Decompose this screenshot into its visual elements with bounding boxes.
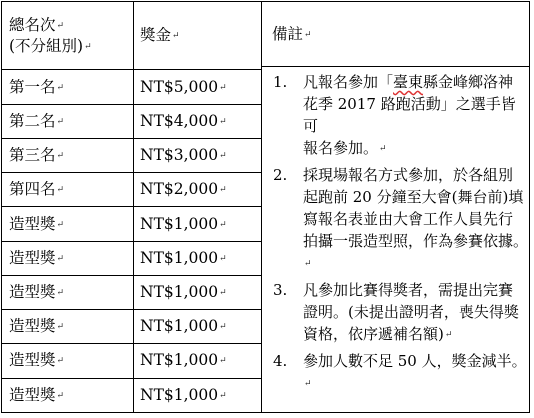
paragraph-mark-icon: ↵ — [219, 82, 227, 93]
prize-value: NT$1,000 — [140, 385, 219, 404]
header-rank-line2: (不分組別) — [9, 36, 84, 55]
remark-line: 寫報名表並由大會工作人員先行 — [303, 210, 514, 228]
prize-table — [1, 1, 530, 413]
prize-value: NT$1,000 — [140, 351, 219, 370]
rank-label: 造型獎 — [9, 317, 56, 336]
rank-label: 第一名 — [9, 77, 56, 96]
paragraph-mark-icon: ↵ — [219, 356, 227, 367]
rank-label: 第二名 — [9, 111, 56, 130]
paragraph-mark-icon: ↵ — [219, 253, 227, 264]
prize-value: NT$1,000 — [140, 283, 219, 301]
header-rank-cell — [2, 2, 134, 70]
rank-label: 第四名 — [9, 180, 56, 199]
prize-value: NT$5,000 — [140, 77, 219, 96]
paragraph-mark-icon: ↵ — [219, 185, 227, 196]
paragraph-mark-icon: ↵ — [304, 259, 312, 269]
rank-label: 第三名 — [9, 146, 56, 165]
rank-label: 造型獎 — [9, 248, 56, 267]
remark-line: 拍攝一張造型照，作為參賽依據。 — [303, 232, 529, 250]
paragraph-mark-icon: ↵ — [56, 356, 65, 367]
paragraph-mark-icon: ↵ — [56, 219, 65, 230]
paragraph-mark-icon: ↵ — [304, 379, 312, 389]
remark-number: 3. — [273, 281, 288, 299]
paragraph-mark-icon: ↵ — [84, 41, 92, 52]
remark-number: 2. — [273, 166, 288, 184]
paragraph-mark-icon: ↵ — [56, 288, 65, 298]
paragraph-mark-icon: ↵ — [219, 116, 227, 127]
prize-value: NT$1,000 — [140, 214, 219, 233]
header-prize: 獎金 — [140, 26, 172, 45]
remark-line: 報名參加。 — [303, 139, 379, 157]
remark-item — [273, 164, 530, 275]
prize-value: NT$2,000 — [140, 180, 219, 199]
paragraph-mark-icon: ↵ — [304, 29, 312, 40]
paragraph-mark-icon: ↵ — [219, 322, 227, 333]
paragraph-mark-icon: ↵ — [56, 390, 65, 401]
remarks-cell — [262, 2, 530, 413]
paragraph-mark-icon: ↵ — [444, 330, 453, 340]
rank-label: 造型獎 — [9, 283, 56, 301]
remark-line: 花季 2017 路跑活動」之選手皆可 — [303, 95, 516, 135]
remark-line: 參加人數不足 50 人，獎金減半。 — [303, 352, 527, 370]
remark-line: 證明。(未提出證明者，喪失得獎 — [303, 303, 519, 321]
remark-item — [273, 350, 530, 395]
rank-label: 造型獎 — [9, 214, 56, 233]
paragraph-mark-icon: ↵ — [219, 151, 227, 162]
remark-line: 凡參加比賽得獎者，需提出完賽 — [303, 281, 514, 299]
header-rank-line1: 總名次 — [9, 15, 56, 34]
prize-value: NT$3,000 — [140, 146, 219, 165]
remark-item: 1. 凡報名參加「臺東縣金峰鄉洛神 花季 2017 路跑活動」之選手皆可 報名參加。↵ — [273, 71, 530, 160]
header-remarks: 備註 — [272, 24, 304, 43]
rank-label: 造型獎 — [9, 385, 56, 404]
paragraph-mark-icon: ↵ — [56, 116, 65, 127]
remark-number: 1. — [273, 73, 288, 91]
prize-value: NT$1,000 — [140, 317, 219, 336]
remark-item — [273, 279, 530, 346]
paragraph-mark-icon: ↵ — [219, 390, 227, 401]
paragraph-mark-icon: ↵ — [56, 82, 65, 93]
prize-value: NT$4,000 — [140, 111, 219, 130]
remarks-list — [261, 71, 530, 395]
paragraph-mark-icon: ↵ — [172, 31, 180, 42]
paragraph-mark-icon: ↵ — [219, 219, 227, 230]
paragraph-mark-icon: ↵ — [56, 20, 65, 31]
remark-line: 起跑前 20 分鐘至大會(舞台前)填 — [303, 188, 524, 206]
remark-number: 4. — [273, 352, 288, 370]
paragraph-mark-icon: ↵ — [219, 288, 227, 298]
paragraph-mark-icon: ↵ — [379, 144, 387, 154]
remark-line: 資格，依序遞補名額) — [303, 325, 444, 343]
paragraph-mark-icon: ↵ — [56, 322, 65, 333]
paragraph-mark-icon: ↵ — [56, 253, 65, 264]
paragraph-mark-icon: ↵ — [56, 185, 65, 196]
header-prize-cell — [134, 2, 262, 70]
paragraph-mark-icon: ↵ — [56, 151, 65, 162]
remark-line: 採現場報名方式參加，於各組別 — [303, 166, 514, 184]
prize-value: NT$1,000 — [140, 248, 219, 267]
rank-label: 造型獎 — [9, 351, 56, 370]
header-row — [2, 2, 530, 70]
